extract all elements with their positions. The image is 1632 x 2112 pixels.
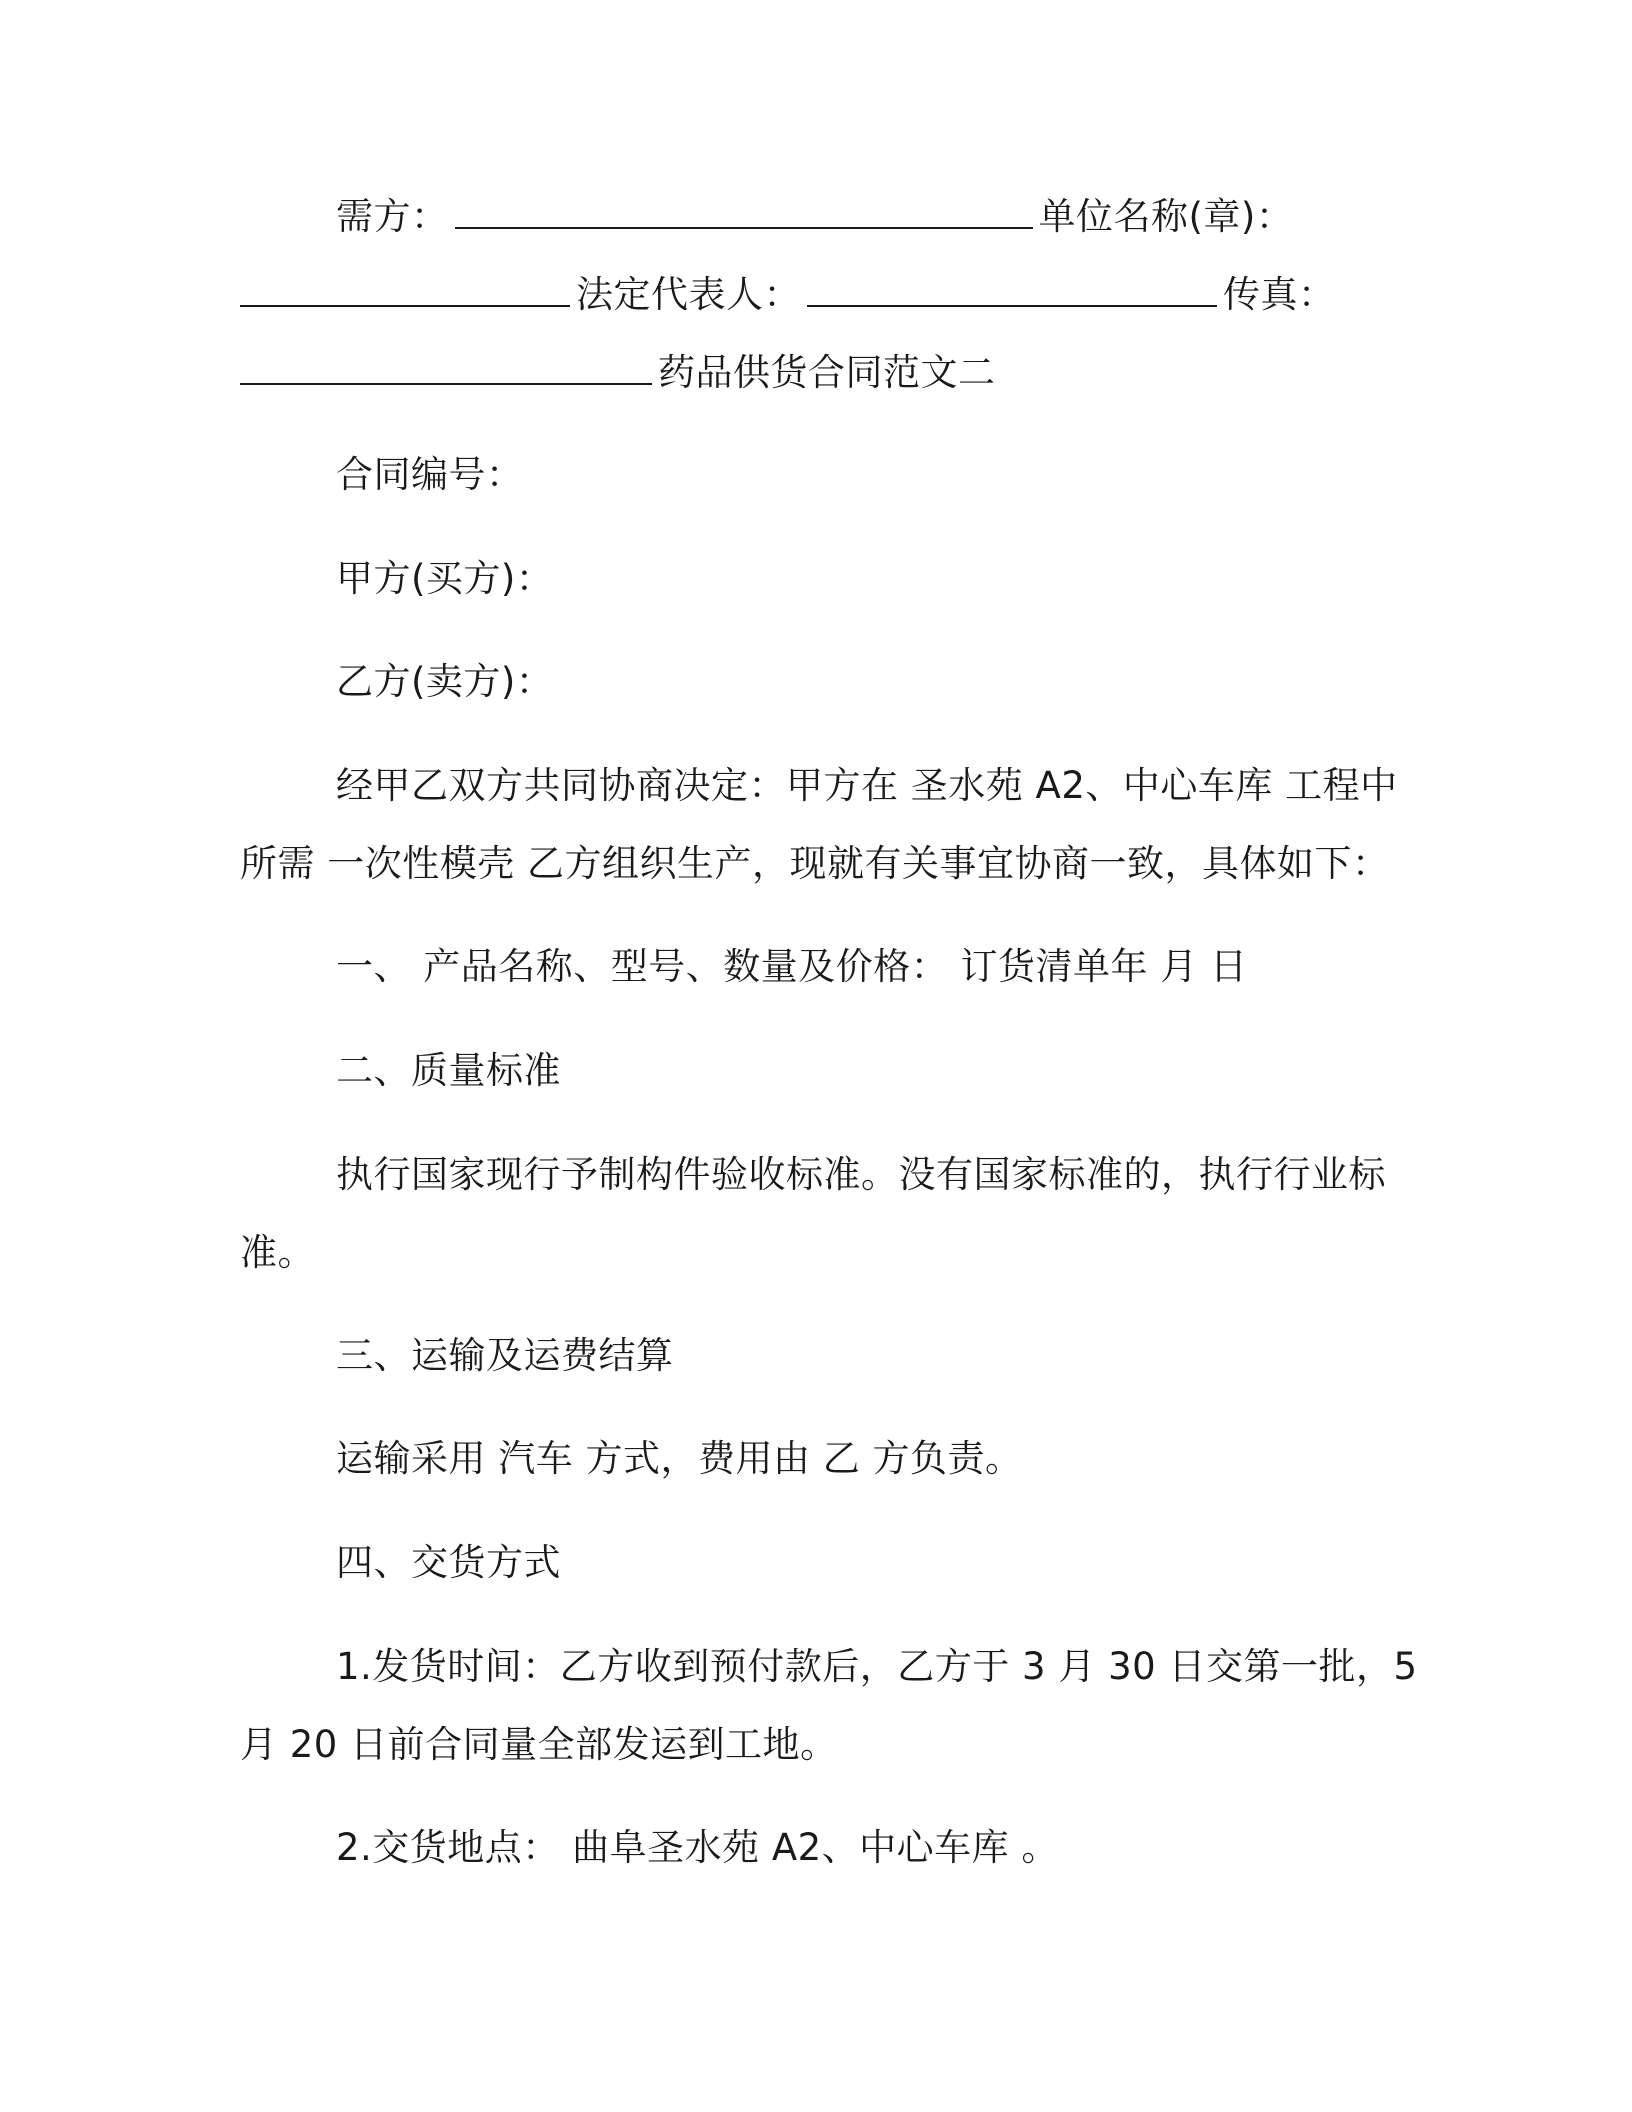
party-a: 甲方(买方)： bbox=[336, 557, 554, 600]
intro-paragraph bbox=[240, 747, 1398, 903]
section-4-item-2: 2.交货地点： 曲阜圣水苑 A2、中心车库 。 bbox=[336, 1826, 1059, 1869]
section-2-body-line-1: 执行国家现行予制构件验收标准。没有国家标准的，执行行业标 bbox=[336, 1153, 1386, 1196]
section-3-body: 运输采用 汽车 方式，费用由 乙 方负责。 bbox=[336, 1437, 1023, 1480]
unit-name-blank bbox=[240, 271, 570, 307]
contract-no: 合同编号： bbox=[336, 453, 524, 496]
unit-name-label: 单位名称(章)： bbox=[1038, 195, 1294, 238]
party-b: 乙方(卖方)： bbox=[336, 660, 554, 703]
header-line-1 bbox=[240, 178, 1395, 256]
legal-rep-blank bbox=[807, 271, 1217, 307]
intro-line-2: 所需 一次性模壳 乙方组织生产，现就有关事宜协商一致，具体如下： bbox=[240, 842, 1390, 885]
section-4-item-1 bbox=[240, 1628, 1418, 1784]
section-4-heading: 四、交货方式 bbox=[336, 1541, 561, 1584]
fax-blank bbox=[240, 349, 652, 385]
document-title: 药品供货合同范文二 bbox=[658, 351, 996, 394]
legal-rep-label: 法定代表人： bbox=[576, 273, 801, 316]
section-4-item-1-line-2: 月 20 日前合同量全部发运到工地。 bbox=[240, 1723, 838, 1766]
demand-label: 需方： bbox=[336, 195, 449, 238]
section-1-heading: 一、 产品名称、型号、数量及价格： 订货清单年 月 日 bbox=[336, 945, 1248, 988]
header-block bbox=[240, 178, 1395, 412]
section-2-body bbox=[240, 1136, 1395, 1292]
intro-line-1: 经甲乙双方共同协商决定：甲方在 圣水苑 A2、中心车库 工程中 bbox=[336, 764, 1398, 807]
section-3-heading: 三、运输及运费结算 bbox=[336, 1334, 674, 1377]
section-2-body-line-2: 准。 bbox=[240, 1231, 315, 1274]
section-2-heading: 二、质量标准 bbox=[336, 1049, 561, 1092]
header-line-3 bbox=[240, 334, 1395, 412]
header-line-2 bbox=[240, 256, 1395, 334]
section-4-item-1-line-1: 1.发货时间：乙方收到预付款后，乙方于 3 月 30 日交第一批，5 bbox=[336, 1645, 1418, 1688]
fax-label: 传真： bbox=[1223, 273, 1336, 316]
demand-blank bbox=[455, 193, 1033, 229]
